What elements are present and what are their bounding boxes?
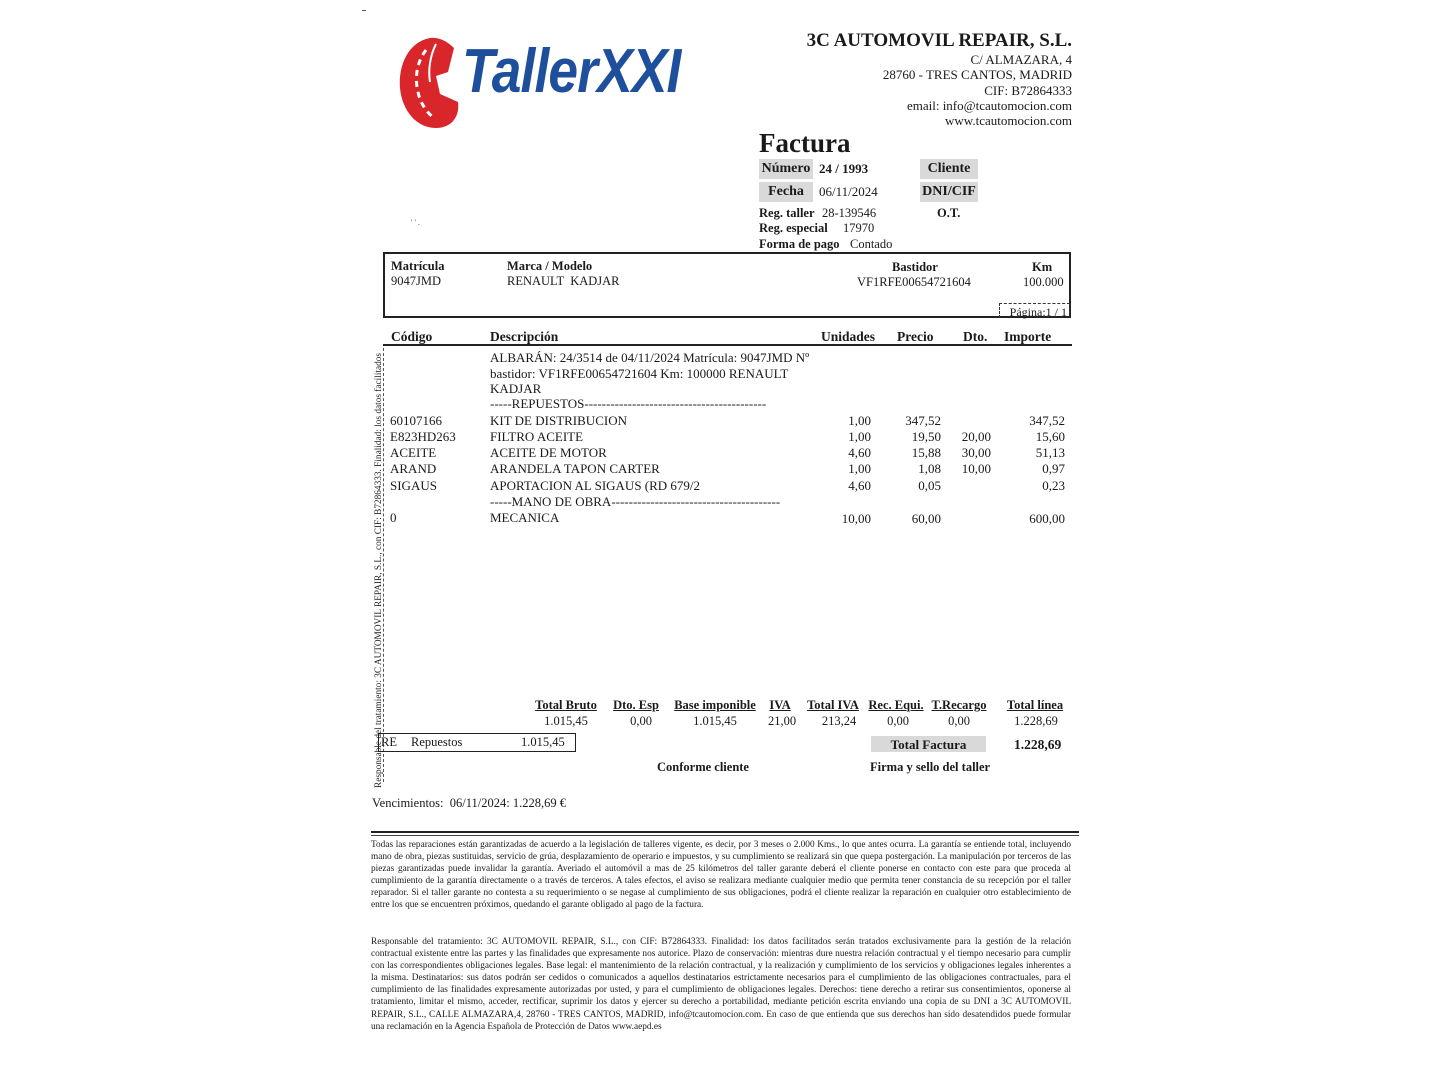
re-label: Repuestos [411, 735, 463, 749]
row-codigo: 60107166 [390, 413, 442, 428]
total-factura-value: 1.228,69 [1014, 737, 1062, 752]
bastidor-value: VF1RFE00654721604 [857, 275, 971, 289]
cliente-label: Cliente [920, 159, 978, 179]
footer-rule-thin [371, 835, 1079, 836]
logo-text: TallerXXI [462, 37, 681, 106]
t-recargo-label: T.Recargo [931, 698, 987, 712]
base-value: 1.015,45 [693, 714, 737, 728]
bastidor-label: Bastidor [892, 260, 938, 274]
row-dto: 30,00 [961, 445, 991, 460]
section-repuestos: -----REPUESTOS------------------------------------------ [490, 396, 767, 411]
side-privacy-text: Responsable del tratamiento: 3C AUTOMOVIL REPAIR, S.L., con CIF: B72864333. Finalidad: los datos facilitados [374, 352, 384, 788]
total-iva-label: Total IVA [807, 698, 859, 712]
numero-value: 24 / 1993 [819, 161, 869, 176]
company-header [807, 30, 1072, 128]
scan-mark [362, 10, 366, 11]
row-precio: 60,00 [911, 511, 941, 526]
row-importe: 51,13 [1035, 445, 1065, 460]
row-descripcion: MECANICA [490, 510, 560, 525]
guarantee-text: Todas las reparaciones están garantizadas de acuerdo a la legislación de talleres vigente, es decir, por 3 meses o 2.000 Kms., lo que antes ocurra. La garantía se entiende total, incluyendo mano de obra, piezas sustituidas, servicio de grúa, desplazamiento de operario e impuestos, y su cumplimiento se realizará sin que quepa postergación. La manipulación por terceros de las piezas garantizadas puede invalidar la garantía. Averiado el automóvil a mas de 25 kilómetros del taller garante deberá el cliente ponerse en contacto con este para que proceda al cumplimiento de la garantía directamente o a través de terceros. A tales efectos, el aviso se realizara mediante cualquier medio que permita tener constancia de su recepción por el taller reparador. Si el taller garante no contesta a su requerimiento o se negase al cumplimiento de sus obligaciones, podrá el cliente realizar la reparación en cualquier otro establecimiento de entre los que se encuentren próximos, quedando el garante obligado al pago de la factura. [371, 840, 1071, 911]
reg-especial-value: 17970 [843, 221, 875, 235]
row-unidades: 4,60 [848, 445, 871, 460]
row-dto: 10,00 [961, 461, 991, 476]
section-mano-obra: -----MANO DE OBRA--------------------------------------- [490, 494, 781, 509]
row-codigo: ACEITE [390, 445, 437, 460]
vehicle-box [383, 252, 1071, 318]
row-unidades: 1,00 [848, 461, 871, 476]
marca-label: Marca / Modelo [507, 259, 593, 273]
company-address1: C/ ALMAZARA, 4 [970, 52, 1072, 67]
total-linea-value: 1.228,69 [1014, 714, 1058, 728]
row-precio: 1,08 [918, 461, 941, 476]
row-precio: 19,50 [911, 429, 941, 444]
row-descripcion: ACEITE DE MOTOR [490, 445, 607, 460]
row-descripcion: APORTACION AL SIGAUS (RD 679/2 [490, 478, 701, 493]
header-rule [383, 344, 1072, 346]
reg-taller-value: 28-139546 [822, 206, 877, 220]
rec-equi-value: 0,00 [887, 714, 909, 728]
dni-label: DNI/CIF [920, 182, 978, 202]
row-codigo: E823HD263 [390, 429, 456, 444]
company-address2: 28760 - TRES CANTOS, MADRID [882, 67, 1072, 83]
privacy-text: Responsable del tratamiento: 3C AUTOMOVIL REPAIR, S.L., con CIF: B72864333. Finalidad: los datos facilitados serán tratados exclusivamente para la gestión de la relación contractual existente entre las partes y las finalidades que expresamente nos autorice. Plazo de conservación: mientras dure nuestra relación contractual y el tiempo necesario para cumplir con las correspondientes obligaciones legales. Base legal: el mantenimiento de la relación contractual, y la realización y cumplimiento de los servicios y obligaciones legales inherentes a la misma. Destinatarios: sus datos podrán ser cedidos o comunicados a aquellos destinatarios estrictamente necesarios para el cumplimiento de las obligaciones contractuales, para el cumplimiento de las finalidades expresamente autorizadas por usted, y para el cumplimiento de obligaciones legales. Derechos: tiene derecho a retirar sus consentimientos, oponerse al tratamiento, limitar el mismo, acceder, rectificar, suprimir los datos y ejercer su derecho a portabilidad, mediante petición escrita enviando una copia de su DNI a 3C AUTOMOVIL REPAIR, S.L., CALLE ALMAZARA,4, 28760 - TRES CANTOS, MADRID, info@tcautomocion.com. En caso de que entienda que sus derechos han sido desatendidos puede formular una reclamación en la Agencia Española de Protección de Datos www.aepd.es [371, 937, 1071, 1032]
conforme-cliente: Conforme cliente [657, 760, 749, 774]
row-codigo: ARAND [390, 461, 437, 476]
reg-especial-label: Reg. especial [759, 221, 828, 235]
pagina-indicator: Página:1 / 1 [999, 303, 1070, 318]
dto-esp-label: Dto. Esp [613, 698, 659, 712]
total-bruto-label: Total Bruto [535, 698, 597, 712]
fecha-value: 06/11/2024 [819, 184, 878, 199]
numero-label: Número [759, 159, 813, 179]
company-email: email: info@tcautomocion.com [906, 97, 1072, 113]
row-importe: 0,23 [1042, 478, 1065, 493]
col-unidades: Unidades [821, 329, 876, 344]
row-unidades: 10,00 [841, 511, 871, 526]
forma-pago-label: Forma de pago [759, 237, 840, 251]
total-linea-label: Total línea [1006, 698, 1064, 712]
re-box [378, 733, 576, 752]
rec-equi-label: Rec. Equi. [868, 698, 924, 712]
firma-taller: Firma y sello del taller [870, 760, 991, 774]
row-importe: 15,60 [1035, 429, 1065, 444]
footer-rule [371, 831, 1079, 833]
scan-mark: ' ' . [411, 218, 420, 227]
row-descripcion: KIT DE DISTRIBUCION [490, 413, 627, 428]
row-dto: 20,00 [961, 429, 991, 444]
base-label: Base imponible [674, 698, 756, 712]
total-factura-label: Total Factura [871, 736, 986, 752]
col-codigo: Código [391, 329, 433, 344]
fecha-label: Fecha [759, 182, 813, 202]
row-unidades: 1,00 [848, 429, 871, 444]
row-unidades: 4,60 [848, 478, 871, 493]
ot-label: O.T. [937, 206, 961, 220]
row-importe: 600,00 [1029, 511, 1065, 526]
matricula-label: Matrícula [391, 259, 445, 273]
row-importe: 347,52 [1029, 413, 1065, 428]
t-recargo-value: 0,00 [948, 714, 970, 728]
reg-taller-label: Reg. taller [759, 206, 815, 220]
intro-line: bastidor: VF1RFE00654721604 Km: 100000 RENAULT [490, 366, 789, 381]
col-precio: Precio [897, 329, 934, 344]
col-dto: Dto. [963, 329, 988, 344]
row-descripcion: FILTRO ACEITE [490, 429, 584, 444]
total-bruto-value: 1.015,45 [544, 714, 588, 728]
km-label: Km [1032, 260, 1053, 274]
row-importe: 0,97 [1042, 461, 1065, 476]
row-descripcion: ARANDELA TAPON CARTER [490, 461, 660, 476]
re-value: 1.015,45 [521, 735, 565, 749]
row-unidades: 1,00 [848, 413, 871, 428]
company-name: 3C AUTOMOVIL REPAIR, S.L. [806, 30, 1072, 51]
row-precio: 347,52 [905, 413, 941, 428]
intro-line: KADJAR [490, 381, 542, 396]
row-codigo: 0 [390, 510, 397, 525]
invoice-title: Factura [759, 128, 851, 158]
company-cif: CIF: B72864333 [984, 82, 1072, 98]
marca-value: RENAULT KADJAR [507, 274, 620, 288]
col-importe: Importe [1004, 329, 1052, 344]
iva-value: 21,00 [767, 714, 797, 728]
vencimientos: Vencimientos: 06/11/2024: 1.228,69 € [372, 796, 566, 810]
forma-pago-value: Contado [850, 237, 893, 251]
row-precio: 0,05 [918, 478, 941, 493]
row-precio: 15,88 [911, 445, 941, 460]
row-codigo: SIGAUS [390, 478, 437, 493]
dto-esp-value: 0,00 [630, 714, 652, 728]
km-value: 100.000 [1023, 275, 1064, 289]
matricula-value: 9047JMD [391, 274, 442, 288]
total-iva-value: 213,24 [821, 714, 857, 728]
company-logo [396, 36, 462, 130]
intro-line: ALBARÁN: 24/3514 de 04/11/2024 Matrícula: 9047JMD Nº [490, 350, 810, 365]
re-code: RE [381, 735, 397, 749]
iva-label: IVA [769, 698, 791, 712]
col-descripcion: Descripción [490, 329, 559, 344]
company-web: www.tcautomocion.com [945, 113, 1072, 129]
